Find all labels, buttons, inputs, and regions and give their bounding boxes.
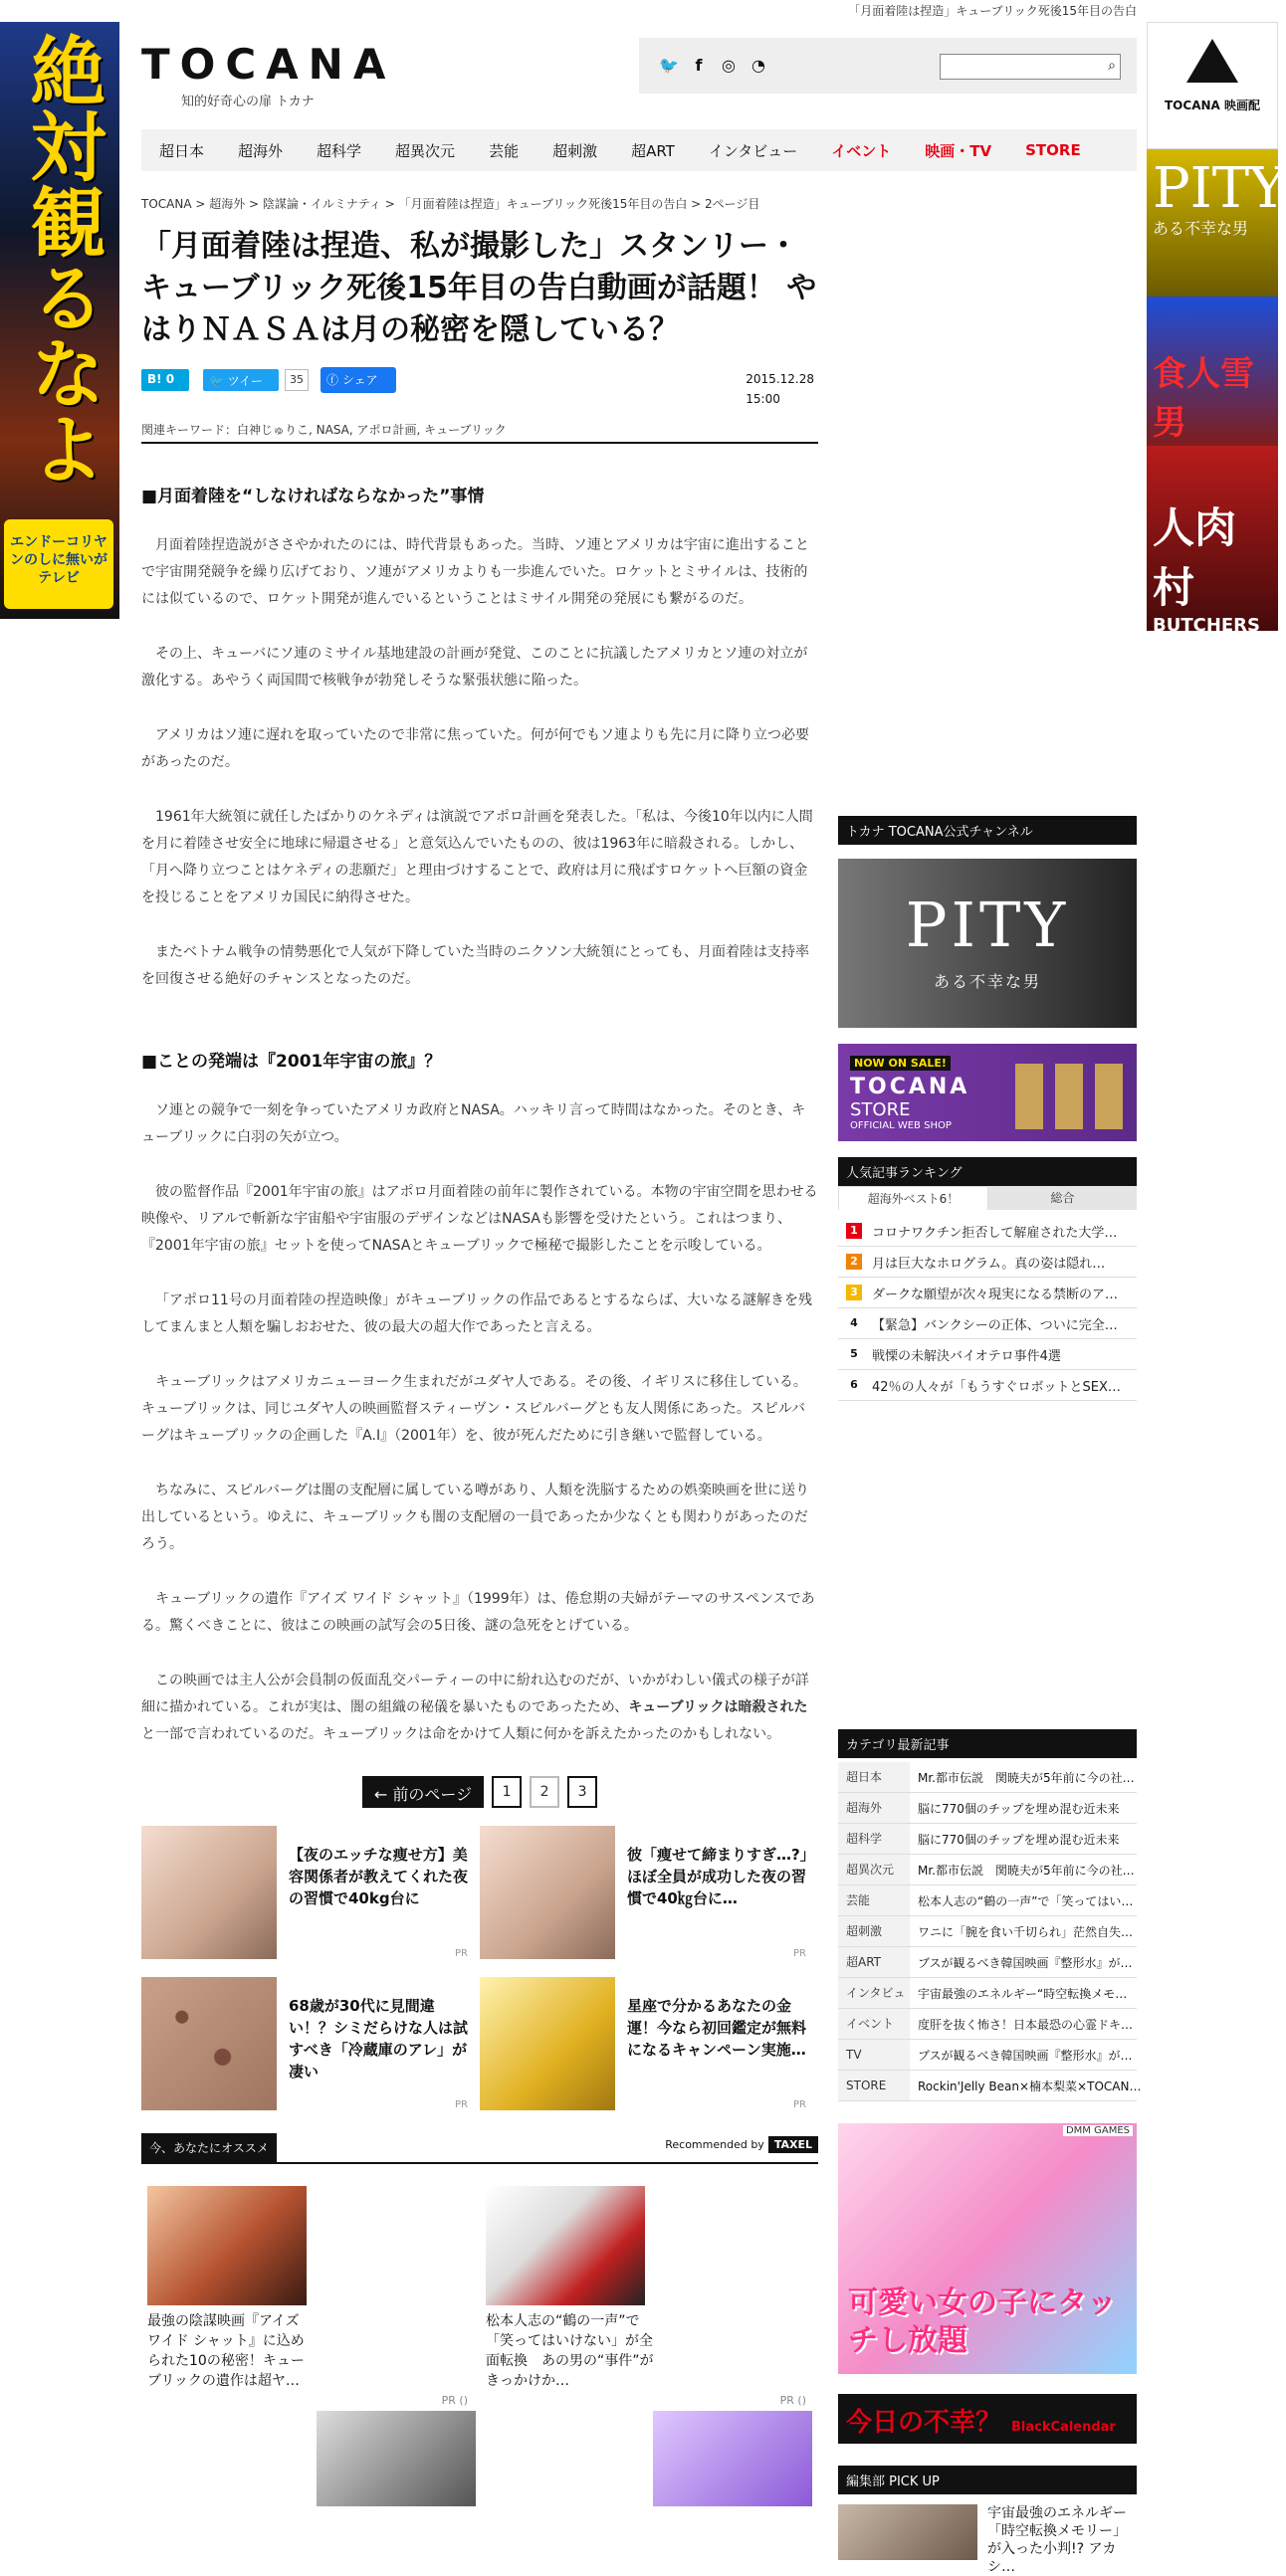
nav-item[interactable]: 超ART — [631, 141, 675, 160]
category-headline: 松本人志の“鶴の一声”で「笑ってはい… — [918, 1893, 1134, 1908]
search-icon[interactable]: ⌕ — [1108, 58, 1116, 74]
ranking-title: 人気記事ランキング — [838, 1157, 1137, 1186]
twitter-icon[interactable]: 🐦 — [659, 56, 679, 75]
rank-number: 4 — [850, 1316, 858, 1329]
article-title: 「月面着陸は捏造、私が撮影した」スタンリー・キューブリック死後15年目の告白動画が話題！ やはりＮＡＳＡは月の秘密を隠している？ — [141, 229, 817, 347]
pr-text: 彼「痩せて締まりすぎ…?」ほぼ全員が成功した夜の習慣で40㎏台に… — [627, 1846, 808, 1907]
right-ad-snow: 食人雪男 — [1147, 297, 1278, 446]
search-box — [940, 54, 1121, 80]
rank-title: 【緊急】バンクシーの正体、ついに完全… — [872, 1317, 1118, 1333]
article-body — [141, 482, 818, 1748]
store-banner[interactable]: NOW ON SALE! TOCANA STORE OFFICIAL WEB SHOP — [838, 1044, 1137, 1141]
article-paragraph: ちなみに、スピルバーグは闇の支配層に属している噂があり、人類を洗脳するための娯楽映画を世に送り出しているという。ゆえに、キューブリックも闇の支配層の一員であったか少なくとも関わりがあったのだろう。 — [141, 1483, 810, 1552]
channel-title: トカナ TOCANA公式チャンネル — [838, 816, 1137, 845]
pr-item[interactable] — [141, 1826, 480, 1963]
pr-label: PR — [455, 1948, 468, 1959]
category-headline: 脳に770個のチップを埋め混む近未来 — [918, 1801, 1120, 1816]
category-headline: 度肝を抜く怖さ！日本最恐の心霊ドキ… — [918, 2017, 1134, 2032]
category-row[interactable] — [838, 2071, 1142, 2101]
ranking-item[interactable] — [838, 1278, 1137, 1308]
pickup-title: 編集部 PICK UP — [838, 2466, 1137, 2494]
article-paragraph: 「アポロ11号の月面着陸の捏造映像」がキューブリックの作品であるとするならば、大いなる謎解きを残してまんまと人類を騙しおおせた、彼の最大の超大作であったと言える。 — [141, 1292, 812, 1335]
top-caption: 「月面着陸は捏造」キューブリック死後15年目の告白 — [848, 4, 1137, 18]
recommend-tag: 今、あなたにオススメ — [141, 2133, 277, 2162]
category-row[interactable] — [838, 2040, 1137, 2071]
category-name: 超異次元 — [838, 1855, 910, 1884]
category-headline: Rockin'Jelly Bean×楠本梨菜×TOCAN… — [918, 2079, 1142, 2093]
article-paragraph: 彼の監督作品『2001年宇宙の旅』はアポロ月面着陸の前年に製作されている。本物の宇宙空間を思わせる映像や、リアルで斬新な宇宙船や宇宙服のデザインなどはNASAも影響を受けたという。これはつまり、『2001年宇宙の旅』セットを使ってNASAとキューブリックで極秘で撮影したことを示唆している。 — [141, 1184, 818, 1254]
main-content — [141, 195, 818, 2506]
pr-label: PR — [455, 2099, 468, 2110]
ranking-item[interactable] — [838, 1308, 1137, 1339]
pr-thumb — [480, 1826, 615, 1959]
bottles-image — [1015, 1064, 1123, 1129]
pr-thumb — [480, 1977, 615, 2110]
left-ad-headline: 絶対観るなよ — [18, 32, 107, 486]
category-name: 超ART — [838, 1947, 910, 1977]
share-row — [141, 369, 818, 421]
tweet-button[interactable]: 🐦 ツイート — [203, 369, 279, 391]
left-side-ad[interactable] — [0, 22, 119, 619]
recommended-by: Recommended by TAXEL — [665, 2138, 818, 2151]
rank-number: 2 — [846, 1254, 862, 1270]
category-row[interactable] — [838, 1978, 1137, 2009]
recommend-grid — [141, 2186, 818, 2411]
tab-overall[interactable]: 総合 — [1050, 1191, 1075, 1205]
sidebar — [838, 816, 1142, 2576]
rss-icon[interactable]: ◔ — [751, 56, 765, 75]
pr-thumb — [141, 1977, 277, 2110]
category-row[interactable] — [838, 1762, 1137, 1793]
category-name: TV — [838, 2040, 910, 2070]
related-keywords[interactable]: 関連キーワード：白神じゅりこ, NASA, アポロ計画, キューブリック — [141, 421, 818, 444]
nav-item[interactable]: 超刺激 — [552, 141, 598, 160]
pr-grid — [141, 1826, 818, 2114]
pr-text: 星座で分かるあなたの金運！今なら初回鑑定が無料になるキャンペーン実施… — [627, 1997, 807, 2059]
tab-overseas[interactable]: 超海外ベスト6！ — [838, 1186, 988, 1210]
article-paragraph: 月面着陸捏造説がささやかれたのには、時代背景もあった。当時、ソ連とアメリカは宇宙に進出することで宇宙開発競争を繰り広げており、ソ連がアメリカよりも一歩進んでいた。ロケットとミサイルは、技術的には似ているので、ロケット開発が進んでいるということはミサイル開発の発展にも繋がるのだ。 — [141, 537, 809, 607]
right-ad-logo: TOCANA 映画配 — [1147, 22, 1278, 149]
category-row[interactable] — [838, 2009, 1137, 2040]
hatena-button[interactable]: B! 0 — [141, 369, 189, 391]
facebook-icon: ⓕ — [326, 373, 342, 387]
category-name: 超日本 — [838, 1762, 910, 1792]
recommend-bar — [141, 2134, 818, 2164]
publish-date: 2015.12.28 15:00 — [746, 372, 814, 406]
nav-item[interactable]: 超科学 — [317, 141, 362, 160]
pr-label: PR — [793, 1948, 806, 1959]
site-header — [141, 22, 1137, 121]
recommend-pr: PR () — [779, 2394, 806, 2407]
site-logo[interactable]: TOCANA 知的好奇心の扉 トカナ — [141, 40, 396, 109]
article-paragraph: またベトナム戦争の情勢悪化で人気が下降していた当時のニクソン大統領にとっても、月面着陸は支持率を回復させる絶好のチャンスとなったのだ。 — [141, 944, 810, 987]
page-2: 2 — [530, 1776, 559, 1808]
category-box — [838, 1729, 1142, 2101]
category-row[interactable] — [838, 1855, 1137, 1885]
right-side-ad[interactable] — [1147, 22, 1286, 636]
right-ad-pity: PITY ある不幸な男 — [1147, 149, 1278, 297]
pickup-item[interactable]: 宇宙最強のエネルギー「時空転換メモリー」が入った小判!? アカシ… — [838, 2504, 1137, 2576]
pr-item[interactable] — [480, 1826, 818, 1963]
rank-title: 月は巨大なホログラム。真の姿は隠れ… — [872, 1256, 1106, 1272]
nav-item[interactable]: インタビュー — [708, 141, 798, 160]
pr-label: PR — [793, 2099, 806, 2110]
breadcrumb[interactable]: TOCANA > 超海外 > 陰謀論・イルミナティ > 「月面着陸は捏造」キューブリック死後15年目の告白 > 2ページ目 — [141, 197, 760, 211]
eye-triangle-icon — [1186, 39, 1238, 83]
nav-item[interactable]: 超異次元 — [395, 141, 456, 160]
right-ad-meat: 人肉村 BUTCHERS — [1147, 446, 1278, 631]
nav-item[interactable]: 超日本 — [159, 141, 205, 160]
category-name: 超科学 — [838, 1824, 910, 1854]
article-paragraph: その上、キューバにソ連のミサイル基地建設の計画が発覚、このことに抗議したアメリカとソ連の対立が激化する。あやうく両国間で核戦争が勃発しそうな緊張状態に陥った。 — [141, 646, 808, 689]
ranking-box — [838, 1157, 1137, 1401]
nav-item[interactable]: 芸能 — [489, 141, 520, 160]
category-row[interactable] — [838, 1947, 1137, 1978]
nav-item[interactable]: 映画・TV — [925, 141, 992, 160]
prev-page-button[interactable]: ← 前のページ — [362, 1776, 484, 1808]
page-1[interactable]: 1 — [492, 1776, 522, 1808]
social-bar — [639, 38, 1137, 94]
article-paragraph: アメリカはソ連に遅れを取っていたので非常に焦っていた。何が何でもソ連よりも先に月に降り立つ必要があったのだ。 — [141, 727, 810, 770]
pr-thumb — [141, 1826, 277, 1959]
ranking-item[interactable] — [838, 1216, 1137, 1247]
ranking-item[interactable] — [838, 1370, 1137, 1401]
category-headline: 脳に770個のチップを埋め混む近未来 — [918, 1832, 1120, 1847]
category-row[interactable] — [838, 1793, 1137, 1824]
category-name: 芸能 — [838, 1885, 910, 1915]
pr-item[interactable] — [480, 1977, 818, 2114]
article-paragraph: キューブリックの遺作『アイズ ワイド シャット』（1999年）は、倦怠期の夫婦がテーマのサスペンスである。驚くべきことに、彼はこの映画の試写会の5日後、謎の急死をとげている。 — [141, 1591, 815, 1634]
recommend-thumb — [486, 2186, 645, 2305]
rank-number: 6 — [850, 1378, 858, 1391]
pr-text: 68歳が30代に見間違い！？シミだらけな人は試すべき「冷蔵庫のアレ」が凄い — [289, 1997, 469, 2081]
ranking-item[interactable] — [838, 1247, 1137, 1278]
left-ad-badge: エンドーコリヤンのしに無いがテレビ — [4, 519, 113, 609]
channel-banner[interactable]: PITY ある不幸な男 — [838, 859, 1137, 1028]
recommend-text: 最強の陰謀映画『アイズ ワイド シャット』に込められた10の秘密！キューブリックの遺作は超ヤ… — [147, 2313, 305, 2389]
twitter-icon: 🐦 — [209, 374, 228, 388]
recommend-thumb[interactable] — [317, 2411, 476, 2506]
pickup-box — [838, 2466, 1137, 2576]
category-headline: ブスが観るべき韓国映画『整形水』が… — [918, 2048, 1133, 2063]
category-headline: Mr.都市伝説 関暁夫が5年前に今の社… — [918, 1863, 1135, 1878]
category-name: 超海外 — [838, 1793, 910, 1823]
ranking-item[interactable] — [838, 1339, 1137, 1370]
facebook-share-button[interactable]: ⓕ シェア — [321, 367, 396, 393]
tweet-count: 35 — [285, 369, 309, 391]
search-input[interactable] — [941, 55, 1090, 79]
recommend-item[interactable] — [480, 2186, 818, 2411]
pagination — [141, 1776, 818, 1808]
rank-title: コロナワクチン拒否して解雇された大学… — [872, 1225, 1118, 1241]
black-calendar-ad[interactable]: 今日の不幸？ BlackCalendar — [838, 2394, 1137, 2444]
instagram-icon[interactable]: ◎ — [722, 56, 736, 75]
category-headline: ブスが観るべき韓国映画『整形水』が… — [918, 1955, 1133, 1970]
category-headline: Mr.都市伝説 関暁夫が5年前に今の社… — [918, 1770, 1135, 1785]
pr-item[interactable] — [141, 1977, 480, 2114]
facebook-icon[interactable]: f — [695, 56, 703, 75]
nav-item[interactable]: イベント — [831, 141, 892, 160]
category-row[interactable] — [838, 1885, 1137, 1916]
category-row[interactable] — [838, 1916, 1137, 1947]
nav-item[interactable]: STORE — [1025, 141, 1081, 159]
page-3[interactable]: 3 — [567, 1776, 597, 1808]
nav-item[interactable]: 超海外 — [238, 141, 284, 160]
section-heading: ■月面着陸を“しなければならなかった”事情 — [141, 487, 485, 506]
section-heading: ■ことの発端は『2001年宇宙の旅』？ — [141, 1052, 442, 1072]
rank-title: ダークな願望が次々現実になる禁断のア… — [872, 1287, 1119, 1302]
rank-title: 戦慄の未解決バイオテロ事件4選 — [872, 1348, 1061, 1364]
anime-ad[interactable]: DMM GAMES 可愛い女の子にタッチし放題 — [838, 2123, 1137, 2374]
category-headline: ワニに「腕を食い千切られ」茫然自失… — [918, 1924, 1134, 1939]
recommend-thumb[interactable] — [653, 2411, 812, 2506]
main-nav — [141, 129, 1137, 171]
pickup-thumb — [838, 2504, 977, 2560]
rank-number: 5 — [850, 1347, 858, 1360]
category-title: カテゴリ最新記事 — [838, 1729, 1137, 1758]
category-name: STORE — [838, 2071, 910, 2100]
ranking-tabs — [838, 1186, 1137, 1210]
article-paragraph: ソ連との競争で一刻を争っていたアメリカ政府とNASA。ハッキリ言って時間はなかった。そのとき、キューブリックに白羽の矢が立つ。 — [141, 1102, 806, 1145]
category-name: インタビュ — [838, 1978, 910, 2008]
category-name: 超刺激 — [838, 1916, 910, 1946]
article-paragraph: この映画では主人公が会員制の仮面乱交パーティーの中に紛れ込むのだが、いかがわしい儀式の様子が詳細に描かれている。これが実は、闇の組織の秘儀を暴いたものであったため、キューブリックは暗殺されたと一部で言われているのだ。キューブリックは命をかけて人類に何かを訴えたかったのかもしれない。 — [141, 1673, 809, 1742]
recommend-more — [141, 2411, 818, 2506]
rank-title: 42％の人々が「もうすぐロボットとSEX… — [872, 1379, 1121, 1395]
recommend-pr: PR () — [441, 2394, 468, 2407]
category-headline: 宇宙最強のエネルギー“時空転換メモ… — [918, 1986, 1128, 2001]
recommend-thumb — [147, 2186, 307, 2305]
category-row[interactable] — [838, 1824, 1137, 1855]
recommend-item[interactable] — [141, 2186, 480, 2411]
category-name: イベント — [838, 2009, 910, 2039]
recommend-text: 松本人志の“鶴の一声”で「笑ってはいけない」が全面転換 あの男の“事件”がきっかけか… — [486, 2313, 654, 2389]
pr-text: 【夜のエッチな痩せ方】美容関係者が教えてくれた夜の習慣で40kg台に — [289, 1846, 469, 1907]
article-paragraph: キューブリックはアメリカニューヨーク生まれだがユダヤ人である。その後、イギリスに移住している。キューブリックは、同じユダヤ人の映画監督スティーヴン・スピルバーグとも友人関係にあった。スピルバーグはキューブリックの企画した『A.I』（2001年）を、彼が死んだために引き継いで監督している。 — [141, 1374, 807, 1444]
rank-number: 3 — [846, 1285, 862, 1300]
article-paragraph: 1961年大統領に就任したばかりのケネディは演説でアポロ計画を発表した。「私は、今後10年以内に人間を月に着陸させ安全に地球に帰還させる」と意気込んでいたものの、彼は1963年に暗殺される。しかし、「月へ降り立つことはケネディの悲願だ」と理由づけすることで、政府は月に飛ばすロケットへ巨額の資金を投じることをアメリカ国民に納得させた。 — [141, 809, 813, 905]
rank-number: 1 — [846, 1223, 862, 1239]
